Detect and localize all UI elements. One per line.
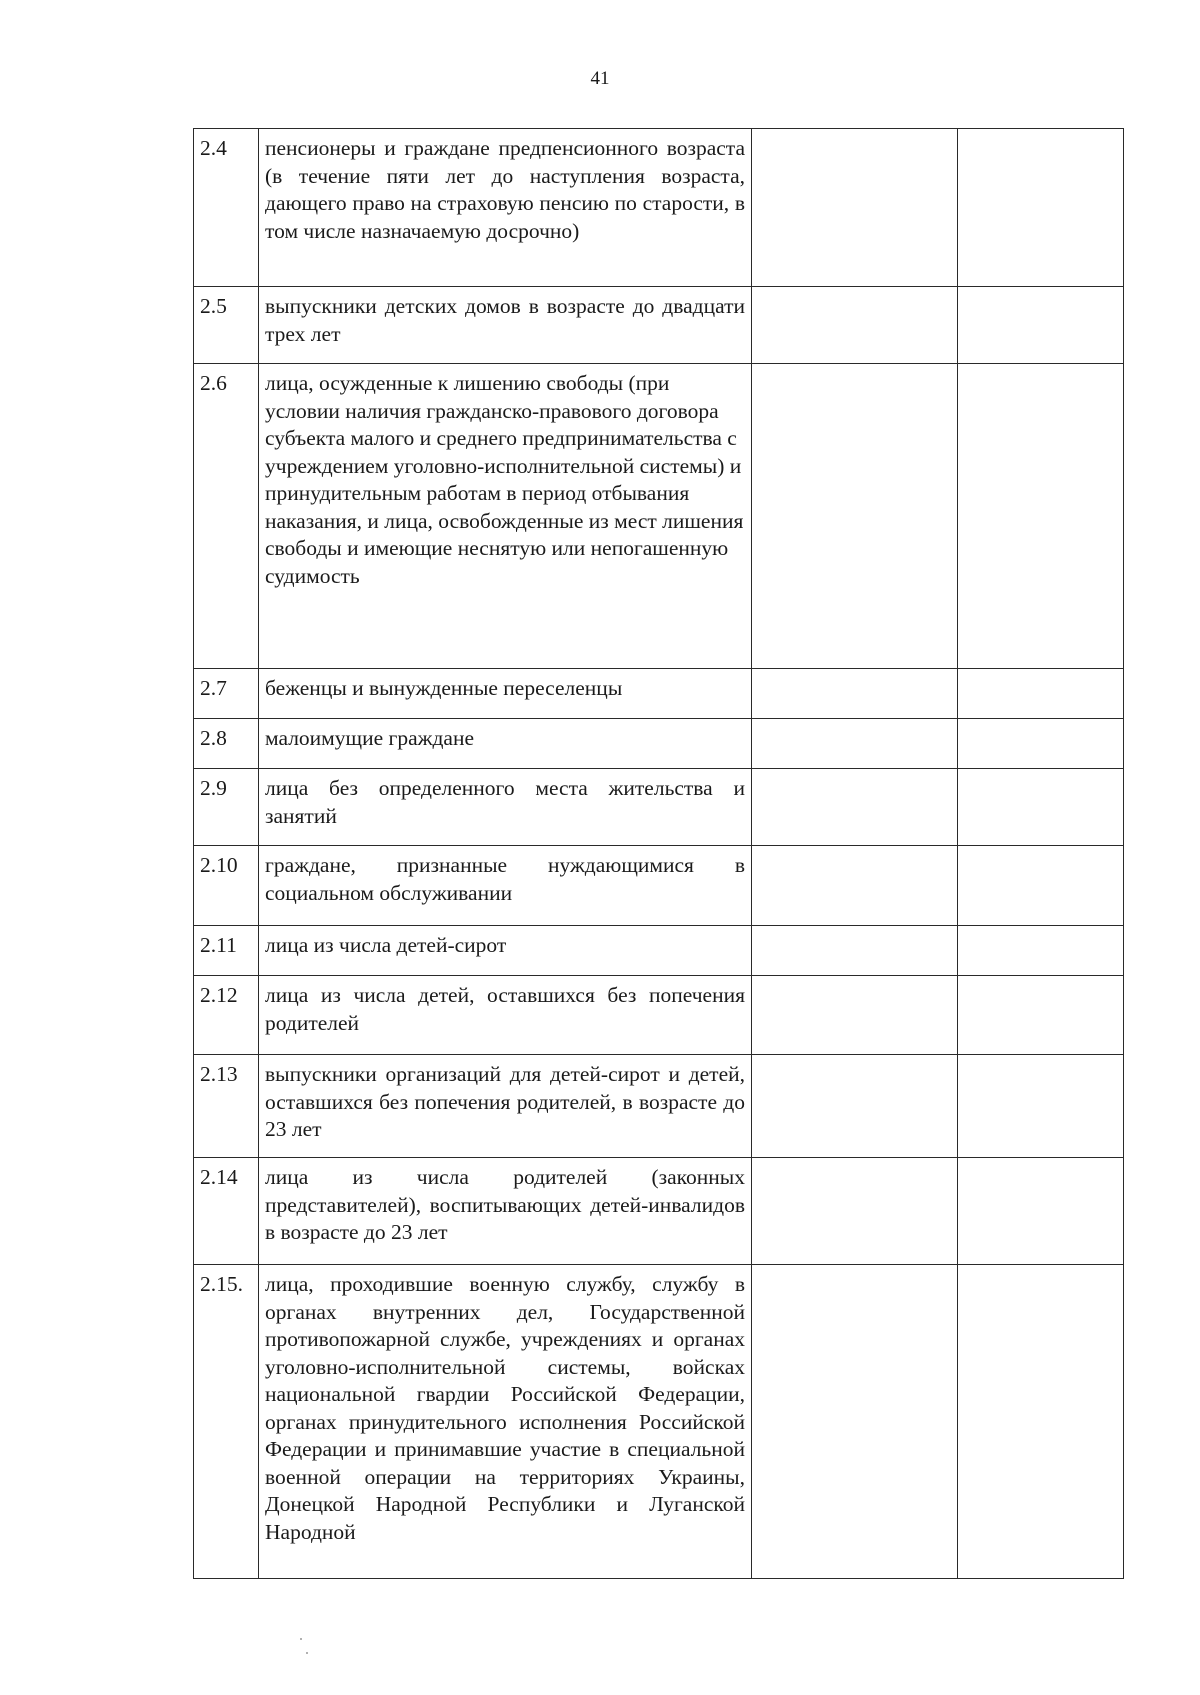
row-number: 2.6	[194, 364, 259, 669]
empty-cell	[958, 364, 1124, 669]
empty-cell	[752, 769, 958, 846]
empty-cell	[752, 129, 958, 287]
row-description: лица из числа детей-сирот	[259, 926, 752, 976]
row-description: малоимущие граждане	[259, 719, 752, 769]
empty-cell	[958, 1265, 1124, 1579]
empty-cell	[752, 669, 958, 719]
row-description: лица из числа родителей (законных представителей), воспитывающих детей-инвалидов в возрасте до 23 лет	[259, 1158, 752, 1265]
table-row	[194, 926, 1124, 976]
table-row	[194, 287, 1124, 364]
scan-speck	[306, 1652, 308, 1654]
row-number: 2.14	[194, 1158, 259, 1265]
table-row	[194, 846, 1124, 926]
empty-cell	[752, 1055, 958, 1158]
table-row	[194, 364, 1124, 669]
table-row	[194, 669, 1124, 719]
empty-cell	[752, 976, 958, 1055]
table-row	[194, 1055, 1124, 1158]
table-row	[194, 129, 1124, 287]
row-number: 2.4	[194, 129, 259, 287]
row-number: 2.8	[194, 719, 259, 769]
empty-cell	[752, 287, 958, 364]
empty-cell	[752, 719, 958, 769]
empty-cell	[958, 926, 1124, 976]
scan-speck	[300, 1638, 302, 1640]
row-description: граждане, признанные нуждающимися в социальном обслуживании	[259, 846, 752, 926]
row-number: 2.5	[194, 287, 259, 364]
row-number: 2.12	[194, 976, 259, 1055]
empty-cell	[958, 846, 1124, 926]
row-number: 2.11	[194, 926, 259, 976]
empty-cell	[958, 769, 1124, 846]
table-row	[194, 769, 1124, 846]
empty-cell	[958, 1055, 1124, 1158]
empty-cell	[958, 287, 1124, 364]
empty-cell	[958, 976, 1124, 1055]
table-row	[194, 719, 1124, 769]
table-row	[194, 976, 1124, 1055]
empty-cell	[958, 719, 1124, 769]
empty-cell	[752, 1265, 958, 1579]
row-description: беженцы и вынужденные переселенцы	[259, 669, 752, 719]
row-description: пенсионеры и граждане предпенсионного возраста (в течение пяти лет до наступления возраста, дающего право на страховую пенсию по старости, в том числе назначаемую досрочно)	[259, 129, 752, 287]
row-number: 2.15.	[194, 1265, 259, 1579]
empty-cell	[752, 846, 958, 926]
table-row	[194, 1265, 1124, 1579]
row-number: 2.13	[194, 1055, 259, 1158]
row-number: 2.10	[194, 846, 259, 926]
empty-cell	[958, 129, 1124, 287]
row-description: выпускники организаций для детей-сирот и детей, оставшихся без попечения родителей, в возрасте до 23 лет	[259, 1055, 752, 1158]
row-description: лица без определенного места жительства и занятий	[259, 769, 752, 846]
row-number: 2.7	[194, 669, 259, 719]
empty-cell	[752, 364, 958, 669]
categories-table	[193, 128, 1124, 1579]
row-description: лица из числа детей, оставшихся без попечения родителей	[259, 976, 752, 1055]
row-number: 2.9	[194, 769, 259, 846]
row-description: лица, осужденные к лишению свободы (при условии наличия гражданско-правового договора субъекта малого и среднего предпринимательства с учреждением уголовно-исполнительной системы) и принудительным работам в период отбывания наказания, и лица, освобожденные из мест лишения свободы и имеющие неснятую или непогашенную судимость	[259, 364, 752, 669]
empty-cell	[958, 669, 1124, 719]
empty-cell	[958, 1158, 1124, 1265]
empty-cell	[752, 926, 958, 976]
row-description: лица, проходившие военную службу, службу в органах внутренних дел, Государственной противопожарной службе, учреждениях и органах уголовно-исполнительной системы, войсках национальной гвардии Российской Федерации, органах принудительного исполнения Российской Федерации и принимавшие участие в специальной военной операции на территориях Украины, Донецкой Народной Республики и Луганской Народной	[259, 1265, 752, 1579]
page-number: 41	[590, 68, 610, 89]
row-description: выпускники детских домов в возрасте до двадцати трех лет	[259, 287, 752, 364]
empty-cell	[752, 1158, 958, 1265]
table-row	[194, 1158, 1124, 1265]
